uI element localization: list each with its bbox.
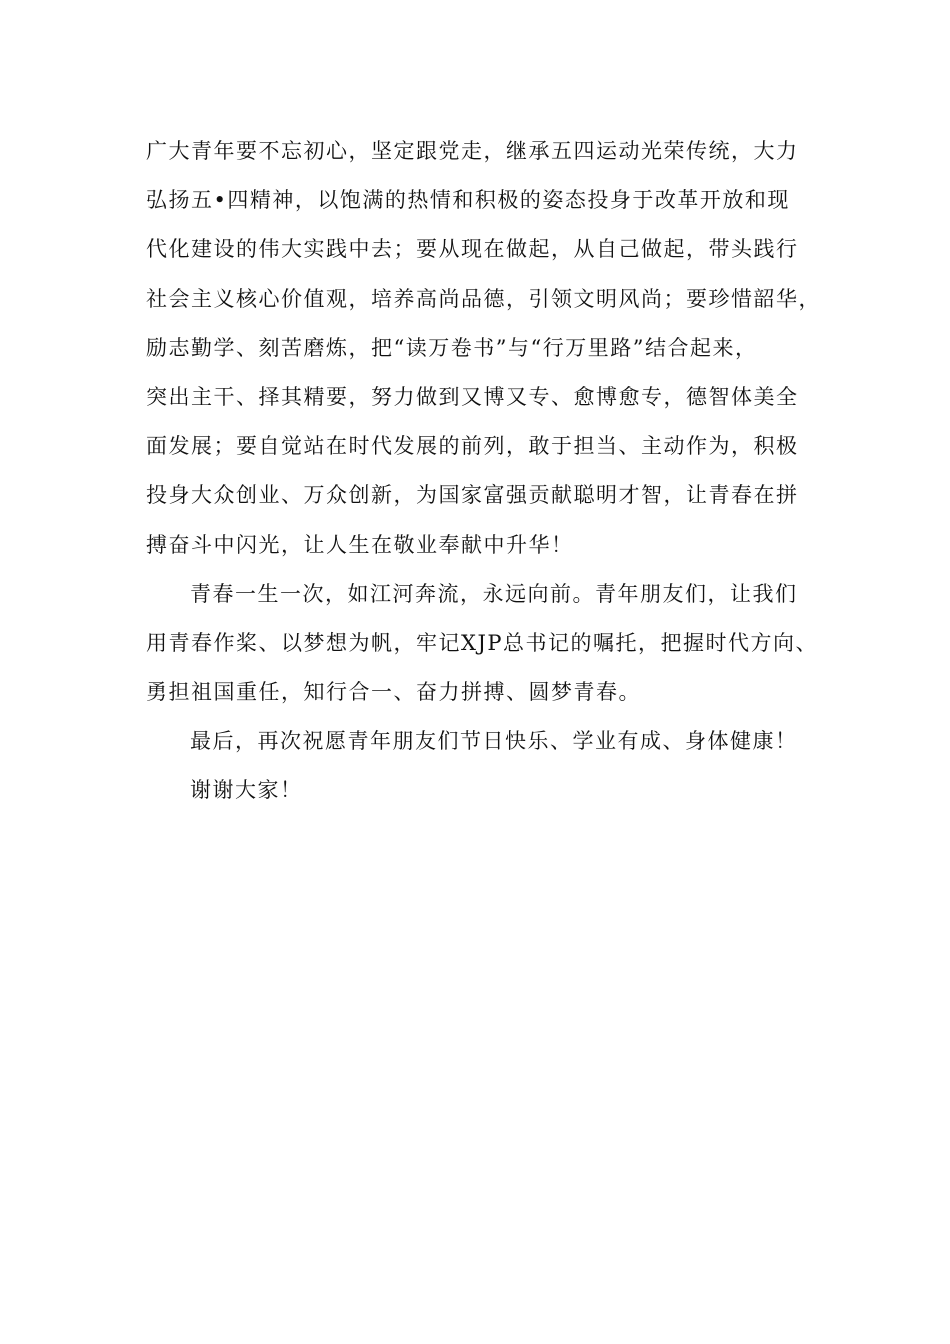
document-body <box>146 127 826 816</box>
paragraph-line: 勇担祖国重任，知行合一、奋力拼搏、圆梦青春。 <box>146 680 641 705</box>
paragraph-line: 广大青年要不忘初心，坚定跟党走，继承五四运动光荣传统，大力 <box>146 139 799 163</box>
paragraph-line: 最后，再次祝愿青年朋友们节日快乐、学业有成、身体健康！ <box>190 729 798 754</box>
paragraph-line: 突出主干、择其精要，努力做到又博又专、愈博愈专，德智体美全 <box>146 384 799 409</box>
paragraph-line: 代化建设的伟大实践中去；要从现在做起，从自己做起，带头践行 <box>146 237 799 262</box>
paragraph-line: 搏奋斗中闪光，让人生在敬业奉献中升华！ <box>146 532 574 557</box>
paragraph-line: 社会主义核心价值观，培养高尚品德，引领文明风尚；要珍惜韶华， <box>146 286 821 311</box>
paragraph-line: 投身大众创业、万众创新，为国家富强贡献聪明才智，让青春在拼 <box>146 483 799 508</box>
paragraph-line: 励志勤学、刻苦磨炼，把“读万卷书”与“行万里路”结合起来， <box>146 335 758 360</box>
paragraph-line: 弘扬五•四精神，以饱满的热情和积极的姿态投身于改革开放和现 <box>146 188 790 213</box>
paragraph-line: 青春一生一次，如江河奔流，永远向前。青年朋友们，让我们 <box>190 581 798 606</box>
paragraph-line: 用青春作桨、以梦想为帆，牢记XJP总书记的嘱托，把握时代方向、 <box>146 630 818 655</box>
closing-line: 谢谢大家！ <box>190 778 303 803</box>
paragraph-line: 面发展；要自觉站在时代发展的前列，敢于担当、主动作为，积极 <box>146 434 799 459</box>
